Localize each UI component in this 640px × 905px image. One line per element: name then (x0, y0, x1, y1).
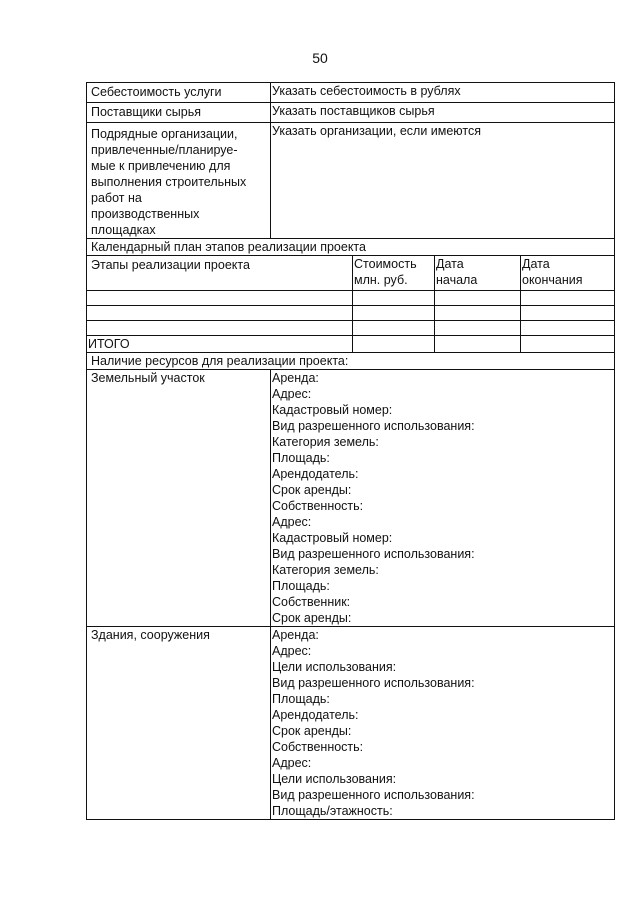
stage-cost-cell (353, 291, 435, 306)
contractors-label-line: выполнения строительных (91, 175, 247, 189)
building-field: Цели использования: (272, 660, 397, 674)
land-field: Категория земель: (272, 435, 379, 449)
start-date-header-line: Дата (436, 257, 464, 271)
total-start-cell (435, 336, 521, 353)
stages-col-header: Этапы реализации проекта (87, 256, 353, 291)
stage-start-cell (435, 291, 521, 306)
building-field: Арендодатель: (272, 708, 359, 722)
land-field: Собственность: (272, 499, 364, 513)
contractors-value: Указать организации, если имеются (271, 123, 615, 239)
land-field: Площадь: (272, 451, 330, 465)
buildings-label: Здания, сооружения (87, 627, 271, 820)
cost-col-header-line: млн. руб. (354, 273, 408, 287)
contractors-label-line: производственных (91, 207, 200, 221)
building-field: Адрес: (272, 756, 312, 770)
building-field: Срок аренды: (272, 724, 352, 738)
land-field: Аренда: (272, 371, 319, 385)
land-field: Адрес: (272, 515, 312, 529)
stage-cost-cell (353, 321, 435, 336)
suppliers-label: Поставщики сырья (87, 103, 271, 123)
land-field: Адрес: (272, 387, 312, 401)
land-field: Кадастровый номер: (272, 531, 393, 545)
contractors-label (87, 123, 271, 239)
land-plot-fields (271, 370, 615, 627)
stage-blank-row (87, 291, 615, 306)
total-cost-cell (353, 336, 435, 353)
stage-blank-row (87, 321, 615, 336)
contractors-label-line: площадках (91, 223, 156, 237)
contractors-label-line: Подрядные организации, (91, 127, 238, 141)
row-resources-header (87, 353, 615, 370)
contractors-label-line: работ на (91, 191, 142, 205)
row-calendar-header (87, 239, 615, 256)
buildings-fields (271, 627, 615, 820)
end-date-header-line: окончания (522, 273, 583, 287)
project-form-table (86, 82, 615, 820)
contractors-label-line: мые к привлечению для (91, 159, 231, 173)
building-field: Площадь/этажность: (272, 804, 393, 818)
resources-header: Наличие ресурсов для реализации проекта: (87, 353, 615, 370)
building-field: Собственность: (272, 740, 364, 754)
building-field: Площадь: (272, 692, 330, 706)
building-field: Аренда: (272, 628, 319, 642)
building-field: Вид разрешенного использования: (272, 676, 475, 690)
cost-col-header (353, 256, 435, 291)
row-buildings (87, 627, 615, 820)
row-suppliers (87, 103, 615, 123)
row-stages-header (87, 256, 615, 291)
land-plot-label: Земельный участок (87, 370, 271, 627)
stage-blank-row (87, 306, 615, 321)
row-land-plot (87, 370, 615, 627)
land-field: Категория земель: (272, 563, 379, 577)
row-contractors (87, 123, 615, 239)
land-field: Вид разрешенного использования: (272, 547, 475, 561)
stage-cost-cell (353, 306, 435, 321)
end-date-col-header (521, 256, 615, 291)
cost-col-header-line: Стоимость (354, 257, 417, 271)
land-field: Вид разрешенного использования: (272, 419, 475, 433)
calendar-plan-header: Календарный план этапов реализации проекта (87, 239, 615, 256)
land-field: Срок аренды: (272, 483, 352, 497)
land-field: Срок аренды: (272, 611, 352, 625)
row-cost (87, 83, 615, 103)
land-field: Площадь: (272, 579, 330, 593)
start-date-col-header (435, 256, 521, 291)
contractors-label-line: привлеченные/планируе- (91, 143, 238, 157)
total-label: ИТОГО (87, 336, 353, 353)
total-end-cell (521, 336, 615, 353)
start-date-header-line: начала (436, 273, 478, 287)
stage-start-cell (435, 321, 521, 336)
row-total (87, 336, 615, 353)
stage-end-cell (521, 321, 615, 336)
stage-end-cell (521, 291, 615, 306)
land-field: Собственник: (272, 595, 351, 609)
building-field: Адрес: (272, 644, 312, 658)
building-field: Вид разрешенного использования: (272, 788, 475, 802)
stage-cell (87, 291, 353, 306)
land-field: Кадастровый номер: (272, 403, 393, 417)
stage-cell (87, 321, 353, 336)
cost-label: Себестоимость услуги (87, 83, 271, 103)
stage-cell (87, 306, 353, 321)
land-field: Арендодатель: (272, 467, 359, 481)
building-field: Цели использования: (272, 772, 397, 786)
stage-start-cell (435, 306, 521, 321)
stage-end-cell (521, 306, 615, 321)
end-date-header-line: Дата (522, 257, 550, 271)
cost-value: Указать себестоимость в рублях (271, 83, 615, 103)
suppliers-value: Указать поставщиков сырья (271, 103, 615, 123)
page-number: 50 (312, 50, 328, 66)
